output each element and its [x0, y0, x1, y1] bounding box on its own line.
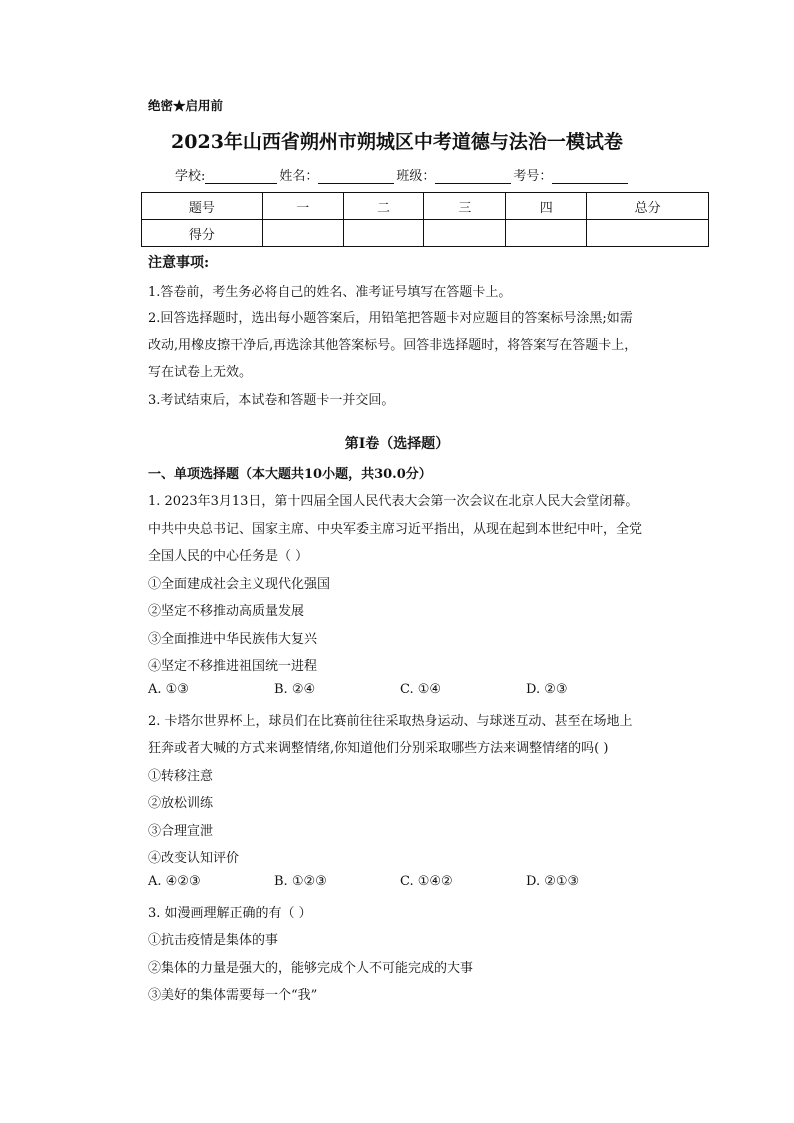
- option-b[interactable]: B. ①②③: [274, 874, 327, 889]
- question-1-text: 全国人民的中心任务是（ ）: [148, 549, 309, 564]
- notice-line: 2.回答选择题时，选出每小题答案后，用铅笔把答题卡对应题目的答案标号涂黑;如需: [148, 311, 633, 326]
- question-2-item: ③合理宣泄: [148, 824, 214, 839]
- score-cell: 得分: [142, 220, 263, 247]
- score-cell: 四: [506, 193, 587, 220]
- notice-line: 1.答卷前，考生务必将自己的姓名、准考证号填写在答题卡上。: [148, 285, 512, 300]
- name-label: 姓名：: [279, 169, 319, 184]
- question-2-item: ④改变认知评价: [148, 851, 240, 866]
- class-blank[interactable]: [435, 169, 511, 184]
- question-3-item: ①抗击疫情是集体的事: [148, 933, 279, 948]
- question-2-item: ①转移注意: [148, 769, 214, 784]
- question-2-text: 2. 卡塔尔世界杯上，球员们在比赛前往往采取热身运动、与球迷互动、甚至在场地上: [148, 714, 633, 729]
- option-a[interactable]: A. ①③: [148, 682, 189, 697]
- score-table-score-row: [142, 220, 709, 247]
- question-1-item: ②坚定不移推动高质量发展: [148, 604, 305, 619]
- exam-number-label: 考号：: [513, 169, 553, 184]
- option-d[interactable]: D. ②③: [526, 682, 568, 697]
- notice-line: 写在试卷上无效。: [148, 365, 253, 380]
- score-input-cell[interactable]: [343, 220, 424, 247]
- question-3-item: ②集体的力量是强大的，能够完成个人不可能完成的大事: [148, 961, 474, 976]
- score-cell: 总分: [587, 193, 709, 220]
- question-1-options: [148, 682, 652, 697]
- option-c[interactable]: C. ①④②: [400, 874, 453, 889]
- score-cell: 三: [424, 193, 506, 220]
- name-blank[interactable]: [318, 169, 394, 184]
- confidential-mark: 绝密★启用前: [148, 98, 224, 113]
- option-c[interactable]: C. ①④: [400, 682, 442, 697]
- notice-heading: 注意事项:: [148, 255, 210, 271]
- notice-line: 3.考试结束后，本试卷和答题卡一并交回。: [148, 393, 395, 408]
- score-input-cell[interactable]: [424, 220, 506, 247]
- score-table: [141, 192, 709, 247]
- question-2-item: ②放松训练: [148, 796, 214, 811]
- option-b[interactable]: B. ②④: [274, 682, 316, 697]
- notice-line: 改动,用橡皮擦干净后,再选涂其他答案标号。回答非选择题时，将答案写在答题卡上，: [148, 338, 638, 353]
- score-input-cell[interactable]: [587, 220, 709, 247]
- part-heading: 一、单项选择题（本大题共10小题，共30.0分）: [148, 467, 432, 482]
- question-1-text: 中共中央总书记、国家主席、中央军委主席习近平指出，从现在起到本世纪中叶，全党: [148, 522, 643, 537]
- question-1-text: 1. 2023年3月13日，第十四届全国人民代表大会第一次会议在北京人民大会堂闭幕。: [148, 494, 639, 509]
- score-cell: 一: [262, 193, 343, 220]
- question-2-text: 狂奔或者大喊的方式来调整情绪,你知道他们分别采取哪些方法来调整情绪的吗( ): [148, 741, 609, 756]
- section-title: 第I卷（选择题）: [344, 436, 450, 452]
- score-input-cell[interactable]: [262, 220, 343, 247]
- score-input-cell[interactable]: [506, 220, 587, 247]
- question-1-item: ④坚定不移推进祖国统一进程: [148, 659, 318, 674]
- question-1-item: ③全面推进中华民族伟大复兴: [148, 632, 318, 647]
- question-3-text: 3. 如漫画理解正确的有（ ）: [148, 906, 312, 921]
- school-blank[interactable]: [205, 169, 277, 184]
- question-2-options: [148, 874, 652, 889]
- exam-number-blank[interactable]: [552, 169, 628, 184]
- question-3-item: ③美好的集体需要每一个“我”: [148, 988, 318, 1003]
- school-label: 学校:: [175, 169, 206, 184]
- score-table-header-row: [142, 193, 709, 220]
- question-1-item: ①全面建成社会主义现代化强国: [148, 577, 331, 592]
- score-cell: 题号: [142, 193, 263, 220]
- option-d[interactable]: D. ②①③: [526, 874, 580, 889]
- class-label: 班级：: [396, 169, 436, 184]
- student-info-row: [175, 165, 630, 184]
- option-a[interactable]: A. ④②③: [148, 874, 201, 889]
- score-cell: 二: [343, 193, 424, 220]
- exam-title: 2023年山西省朔州市朔城区中考道德与法治一模试卷: [171, 131, 623, 153]
